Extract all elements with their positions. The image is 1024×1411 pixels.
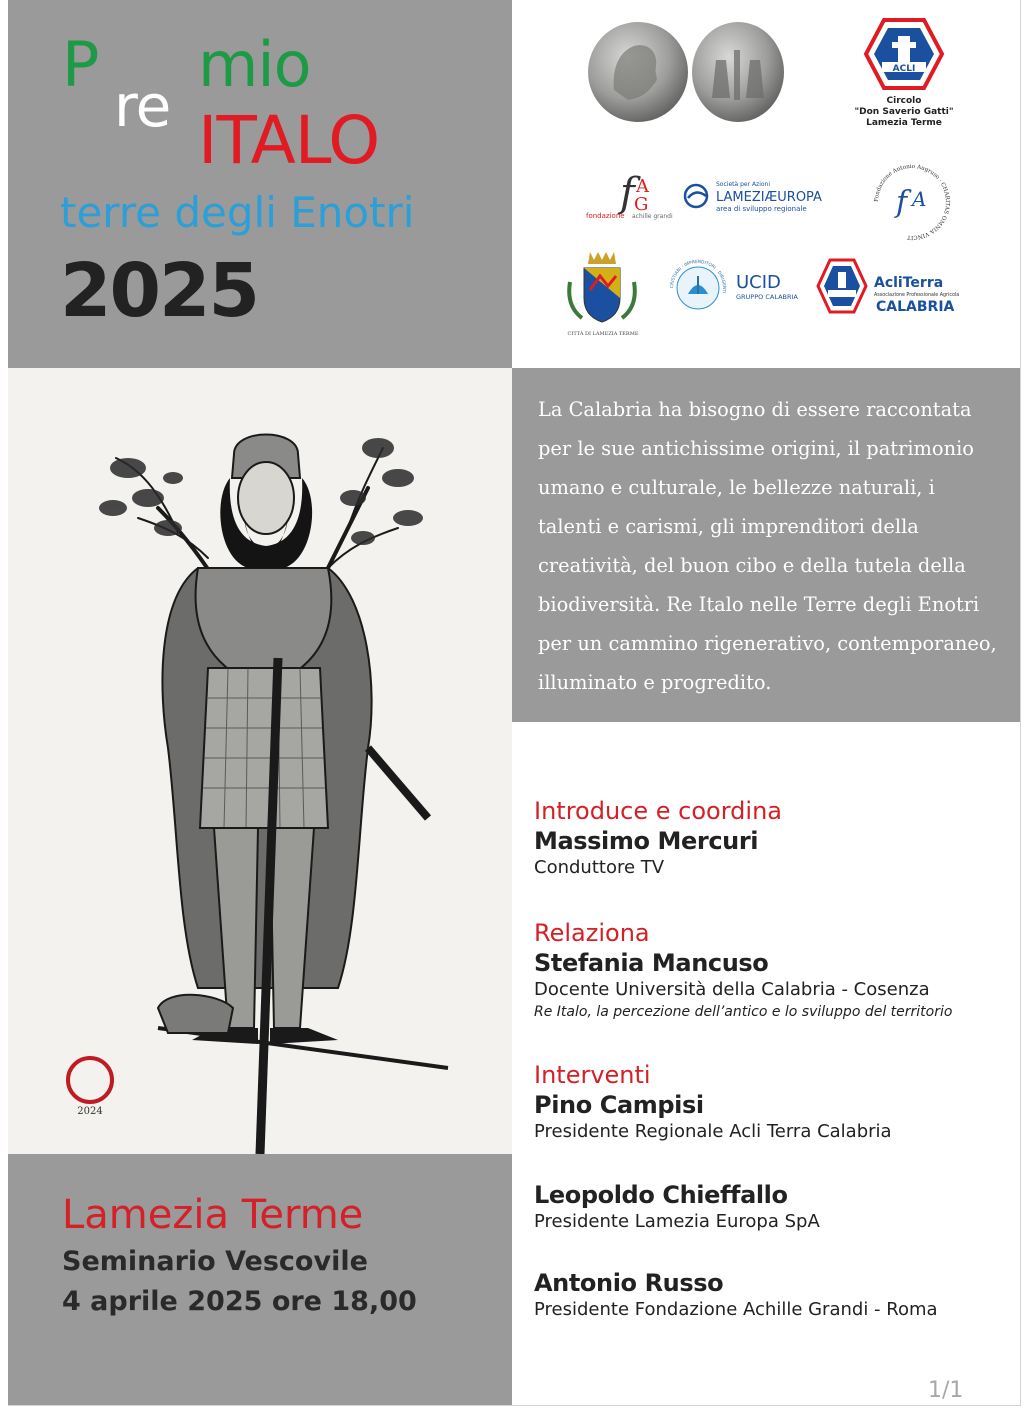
signature-year: 2024 <box>77 1106 103 1117</box>
role-heading: Relaziona <box>534 919 650 947</box>
role-heading: Introduce e coordina <box>534 797 782 825</box>
talk-title: Re Italo, la percezione dell’antico e lo sviluppo del territorio <box>534 1004 953 1020</box>
re-italo-illustration <box>8 368 512 1154</box>
fag-caption-left: fondazione <box>586 212 625 220</box>
speaker-description: Docente Università della Calabria - Cosenza <box>534 979 930 1000</box>
acli-caption <box>842 96 966 129</box>
intro-line: creatività, del buon cibo e della tutela della <box>538 554 966 577</box>
event-date: 4 aprile 2025 ore 18,00 <box>62 1286 417 1317</box>
acliterra-logo <box>816 258 976 320</box>
augruso-ring-text: Fondazione Antonio Augruso · CHARITAS OMNIA VINCIT <box>873 163 951 241</box>
intro-line: umano e culturale, le bellezze naturali, i <box>538 476 935 499</box>
speaker-name: Leopoldo Chieffallo <box>534 1181 788 1209</box>
speaker-block <box>534 1268 938 1322</box>
acli-circolo: Circolo <box>886 96 922 106</box>
venue-place: Seminario Vescovile <box>62 1246 368 1277</box>
venue-city: Lamezia Terme <box>62 1192 364 1238</box>
acli-city: Lamezia Terme <box>866 118 942 128</box>
acliterra-name: AcliTerra <box>874 275 944 291</box>
ucid-name: UCID <box>736 272 781 293</box>
speaker-name: Stefania Mancuso <box>534 949 769 977</box>
citta-lamezia-logo <box>560 246 646 340</box>
intro-line: illuminato e progredito. <box>538 671 772 694</box>
title-subtitle: terre degli Enotri <box>60 188 415 237</box>
svg-text:A: A <box>636 176 649 197</box>
intro-text <box>538 390 1008 702</box>
title-year: 2025 <box>60 248 258 334</box>
acliterra-region: CALABRIA <box>876 299 955 315</box>
lamezia-europa-logo <box>682 176 852 216</box>
intro-line: per un cammino rigenerativo, contemporaneo, <box>538 632 997 655</box>
speaker-description: Presidente Fondazione Achille Grandi - Roma <box>534 1299 938 1320</box>
sponsor-panel <box>512 0 1020 368</box>
speaker-description: Presidente Lamezia Europa SpA <box>534 1211 820 1232</box>
speaker-block <box>534 1180 820 1234</box>
svg-text:f: f <box>896 185 908 220</box>
ucid-group: GRUPPO CALABRIA <box>736 293 798 301</box>
lamezia-name: LAMEZIÆUROPA <box>716 190 822 205</box>
citta-caption: CITTÀ DI LAMEZIA TERME <box>567 331 639 337</box>
acli-logo <box>864 18 944 90</box>
lamezia-small: Società per Azioni <box>716 181 771 188</box>
poster-page <box>8 0 1021 1406</box>
page-indicator: 1/1 <box>928 1378 964 1403</box>
intro-panel <box>512 368 1020 722</box>
svg-text:G: G <box>634 194 649 215</box>
ucid-ring-text: CRISTIANI · IMPRENDITORI · DIRIGENTI <box>670 259 727 294</box>
speaker-name: Pino Campisi <box>534 1091 704 1119</box>
speaker-description: Conduttore TV <box>534 857 665 878</box>
fag-caption-right: achille grandi <box>632 213 673 220</box>
lamezia-tagline: area di sviluppo regionale <box>716 205 807 213</box>
fondazione-augruso-logo <box>872 162 952 242</box>
title-re: re <box>114 72 171 140</box>
ucid-logo <box>670 258 800 318</box>
relatore-block <box>534 918 952 1022</box>
ancient-coins-logo <box>584 20 784 124</box>
acli-name: "Don Saverio Gatti" <box>854 107 954 117</box>
intro-line: biodiversità. Re Italo nelle Terre degli Enotri <box>538 593 980 616</box>
intro-line: talenti e carismi, gli imprenditori della <box>538 515 919 538</box>
title-letter-p: P <box>62 28 99 101</box>
svg-text:A: A <box>912 187 927 211</box>
speaker-name: Massimo Mercuri <box>534 827 759 855</box>
intro-line: La Calabria ha bisogno di essere raccontata <box>538 398 972 421</box>
interventi-block <box>534 1060 892 1144</box>
acliterra-assoc: Associazione Professionale Agricola <box>874 293 960 298</box>
role-heading: Interventi <box>534 1061 651 1089</box>
artist-signature-icon <box>68 1058 112 1102</box>
intro-speaker-block <box>534 796 782 880</box>
title-mio: mio <box>198 28 311 101</box>
face <box>238 462 294 534</box>
artwork-panel <box>8 368 512 1154</box>
intro-line: per le sue antichissime origini, il patrimonio <box>538 437 974 460</box>
acli-badge-text: ACLI <box>892 64 916 74</box>
svg-text:f: f <box>620 170 635 216</box>
fondazione-achille-grandi-logo <box>584 158 674 228</box>
title-panel <box>8 0 512 368</box>
speaker-description: Presidente Regionale Acli Terra Calabria <box>534 1121 892 1142</box>
title-italo: ITALO <box>198 102 380 179</box>
venue-panel <box>8 1154 512 1405</box>
speaker-name: Antonio Russo <box>534 1269 724 1297</box>
